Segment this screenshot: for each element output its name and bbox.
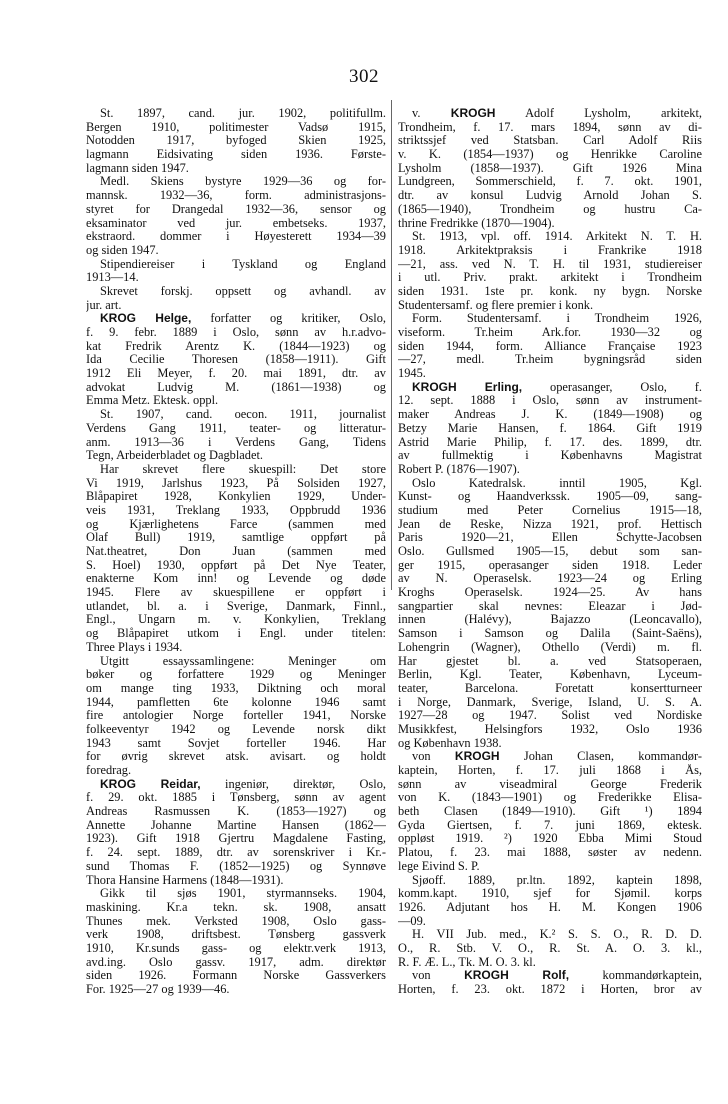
text-line <box>398 600 702 614</box>
text-line <box>86 860 386 874</box>
text-line <box>398 846 702 860</box>
line-text: og Blåpapiret utkom i Engl. under titelen: <box>86 627 386 641</box>
line-text: Oslo. Gullsmed 1905—15, debut som san- <box>398 545 702 558</box>
line-text: Robert P. (1876—1907). <box>398 462 520 476</box>
line-text: (1865—1940), Trondheim og hustru Ca- <box>398 202 702 216</box>
text-line <box>86 832 386 846</box>
text-line <box>86 381 386 395</box>
text-line <box>398 258 702 272</box>
text-line <box>86 504 386 518</box>
text-line <box>86 162 386 176</box>
line-text: sangpartier skal nevnes: Eleazar i Jød- <box>398 599 702 613</box>
text-line <box>398 436 702 450</box>
text-line <box>86 874 386 888</box>
text-line <box>398 189 702 203</box>
line-text: Studentersamf. og flere premier i konk. <box>398 298 594 312</box>
line-text: v. K. (1854—1937) og Henrikke Caroline <box>398 148 702 162</box>
text-line <box>398 490 702 504</box>
line-text: St. 1913, vpl. off. 1914. Arkitekt N. T. H. <box>412 230 702 244</box>
text-line <box>86 559 386 573</box>
line-text: —27, medl. Tr.heim bygningsråd siden <box>398 353 702 367</box>
text-line <box>86 969 386 983</box>
line-prefix: v. <box>412 107 451 120</box>
line-text: siden 1944, form. Alliance Française 1923 <box>398 339 702 353</box>
line-text: anm. 1913—36 i Verdens Gang, Tidens <box>86 435 386 449</box>
text-line <box>86 682 386 696</box>
text-line <box>398 545 702 559</box>
text-line <box>86 148 386 162</box>
line-text: Annette Johanne Martine Hansen (1862— <box>86 818 386 832</box>
text-line <box>86 901 386 915</box>
text-line <box>398 518 702 532</box>
line-text: sund Thomas F. (1852—1925) og Synnøve <box>86 859 386 873</box>
line-text: Verdens Gang 1911, teater- og litteratur- <box>86 421 386 435</box>
text-line <box>86 394 386 408</box>
text-line <box>398 641 702 655</box>
line-text: Vi 1919, Jarlshus 1923, På Solsiden 1927, <box>86 476 386 490</box>
left-column <box>86 107 386 997</box>
line-text: Form. Studentersamf. i Trondheim 1926, <box>412 312 702 326</box>
text-line <box>398 572 702 586</box>
line-text: Platou, f. 23. mai 1888, søster av nedenn. <box>398 846 702 860</box>
line-text: Andreas Rasmussen K. (1853—1927) og <box>86 805 386 819</box>
text-line <box>86 641 386 655</box>
line-text: von K. (1843—1901) og Frederikke Elisa- <box>398 791 702 805</box>
text-line <box>398 312 702 326</box>
line-text: —21, ass. ved N. T. H. til 1931, studiereiser <box>398 257 702 271</box>
text-line <box>398 408 702 422</box>
line-text: Oslo Katedralsk. inntil 1905, Kgl. <box>412 476 702 490</box>
line-text: Tegn, Arbeiderbladet og Dagbladet. <box>86 449 264 463</box>
text-line <box>86 258 386 272</box>
text-line <box>398 860 702 874</box>
text-line <box>86 353 386 367</box>
line-text: —09. <box>398 914 426 928</box>
line-text: striktssjef ved Statsban. Carl Adolf Riis <box>398 134 702 148</box>
line-text: jur. art. <box>86 298 122 312</box>
line-text: H. VII Jub. med., K.² S. S. O., R. D. D. <box>412 928 702 942</box>
text-line <box>86 518 386 532</box>
text-line <box>398 422 702 436</box>
line-text: Gyda Giertsen, f. 7. juni 1869, ektesk. <box>398 818 702 832</box>
text-line <box>398 477 702 491</box>
text-line <box>86 408 386 422</box>
line-text: For. 1925—27 og 1939—46. <box>86 983 230 996</box>
text-line <box>398 217 702 231</box>
text-line <box>398 162 702 176</box>
text-line <box>86 134 386 148</box>
line-text: Berlin, Kgl. Teater, København, Lyceum- <box>398 668 702 682</box>
right-column <box>398 107 702 997</box>
text-line <box>86 175 386 189</box>
text-line <box>398 381 702 395</box>
line-text: 1945. Flere av skuespillene er oppført i <box>86 586 386 600</box>
text-line <box>398 463 702 477</box>
line-text: i utl. Priv. prakt. arkitekt i Trondheim <box>398 271 702 285</box>
text-line <box>86 805 386 819</box>
line-text: 1912 Eli Meyer, f. 20. mai 1891, dtr. av <box>86 367 386 381</box>
text-line <box>86 983 386 997</box>
text-line <box>398 915 702 929</box>
line-text: veis 1931, Treklang 1933, Oppbrudd 1936 <box>86 503 386 517</box>
line-text: S. Hoel) 1930, oppført på Det Nye Teater, <box>86 558 386 572</box>
line-text: Thora Hansine Harmens (1848—1931). <box>86 873 284 887</box>
line-text: thrine Fredrikke (1870—1904). <box>398 216 555 230</box>
line-text: 1913—14. <box>86 271 139 285</box>
line-text: Three Plays i 1934. <box>86 640 183 654</box>
line-text: operasanger, Oslo, f. <box>522 380 702 394</box>
text-line <box>398 901 702 915</box>
line-text: for øvrig skrevet atsk. avisart. og holdt <box>86 750 386 764</box>
line-text: av N. Operaselsk. 1923—24 og Erling <box>398 572 702 586</box>
line-text: ekstraord. dommer i Høyesterett 1934—39 <box>86 230 386 244</box>
text-line <box>398 586 702 600</box>
text-line <box>398 750 702 764</box>
text-line <box>398 340 702 354</box>
line-text: bøker og forfattere 1929 og Meninger <box>86 668 386 682</box>
text-line <box>86 436 386 450</box>
text-line <box>398 175 702 189</box>
text-line <box>86 627 386 641</box>
line-text: Blåpapiret 1928, Konkylien 1929, Under- <box>86 490 386 504</box>
text-line <box>398 709 702 723</box>
text-line <box>86 572 386 586</box>
line-text: Notodden 1917, byfoged Skien 1925, <box>86 134 386 148</box>
line-prefix: von <box>412 969 465 983</box>
text-line <box>398 203 702 217</box>
text-line <box>86 490 386 504</box>
text-line <box>398 230 702 244</box>
text-line <box>86 271 386 285</box>
line-text: siden 1931. 1ste pr. konk. ny bygn. Norske <box>398 284 702 298</box>
line-text: 1918. Arkitektpraksis i Frankrike 1918 <box>398 243 702 257</box>
entry-name: KROGH Erling, <box>412 380 523 394</box>
line-text: maskining. Kr.a tekn. sk. 1908, ansatt <box>86 900 386 914</box>
line-text: Skrevet forskj. oppsett og avhandl. av <box>100 284 386 298</box>
text-line <box>86 531 386 545</box>
text-line <box>398 942 702 956</box>
line-text: Kunst- og Haandverkssk. 1905—09, sang- <box>398 490 702 504</box>
line-text: dtr. av konsul Ludvig Arnold Johan S. <box>398 189 702 203</box>
line-text: Medl. Skiens bystyre 1929—36 og for- <box>100 175 386 189</box>
text-line <box>86 655 386 669</box>
line-text: og Kjærlighetens Farce (sammen med <box>86 517 386 531</box>
line-text: Har skrevet flere skuespill: Det store <box>100 462 386 476</box>
line-text: komm.kapt. 1910, sjef for Sjømil. korps <box>398 887 702 901</box>
line-text: f. 9. febr. 1889 i Oslo, sønn av h.r.advo- <box>86 326 386 339</box>
text-line <box>398 696 702 710</box>
text-line <box>398 737 702 751</box>
text-line <box>86 285 386 299</box>
line-text: studium med Peter Cornelius 1915—18, <box>398 503 702 517</box>
text-line <box>86 723 386 737</box>
line-text: og København 1938. <box>398 736 502 750</box>
text-line <box>86 942 386 956</box>
line-text: teater, Barcelona. Foretatt konsertturneer <box>398 681 702 695</box>
entry-name: KROGH <box>454 750 500 764</box>
text-line <box>398 682 702 696</box>
line-text: Betzy Marie Hansen, f. 1864. Gift 1919 <box>398 421 702 435</box>
text-line <box>398 394 702 408</box>
line-text: Stipendiereiser i Tyskland og England <box>100 257 386 271</box>
text-line <box>86 299 386 313</box>
line-text: sønn av viseadmiral George Frederik <box>398 777 702 791</box>
line-text: styret for Drangedal 1932—36, sensor og <box>86 202 386 216</box>
line-text: innen (Halévy), Bajazzo (Leoncavallo), <box>398 613 702 627</box>
column-divider <box>391 100 392 590</box>
line-text: kaptein, Horten, f. 17. juli 1868 i Ås, <box>398 764 702 777</box>
line-text: Adolf Lysholm, arkitekt, <box>495 107 702 120</box>
text-line <box>398 874 702 888</box>
text-line <box>86 189 386 203</box>
text-line <box>86 928 386 942</box>
text-line <box>398 723 702 737</box>
line-text: Thunes mek. Verksted 1908, Oslo gass- <box>86 914 386 928</box>
text-line <box>86 367 386 381</box>
entry-name: KROG Reidar, <box>100 777 201 791</box>
line-text: Nat.theatret, Don Juan (sammen med <box>86 545 386 558</box>
line-text: ingeniør, direktør, Oslo, <box>200 777 386 791</box>
line-text: forfatter og kritiker, Oslo, <box>191 312 386 326</box>
line-text: siden 1926. Formann Norske Gassverkers <box>86 969 386 983</box>
text-line <box>86 668 386 682</box>
line-text: av fullmektig i Københavns Magistrat <box>398 449 702 463</box>
text-line <box>398 887 702 901</box>
line-text: viseform. Tr.heim Ark.for. 1930—32 og <box>398 326 702 339</box>
line-text: eksaminator ved jur. embetseks. 1937, <box>86 216 386 230</box>
line-text: O., R. Stb. V. O., R. St. A. O. 3. kl., <box>398 941 702 955</box>
line-text: f. 24. sept. 1889, dtr. av sorenskriver i Kr.- <box>86 846 386 860</box>
line-text: Engl., Ungarn m. v. Konkylien, Treklang <box>86 613 386 627</box>
line-text: Sjøoff. 1889, pr.ltn. 1892, kaptein 1898, <box>412 873 702 887</box>
text-line <box>86 477 386 491</box>
text-line <box>398 107 702 121</box>
line-text: lege Eivind S. P. <box>398 859 480 873</box>
text-line <box>398 928 702 942</box>
text-line <box>86 545 386 559</box>
text-line <box>86 791 386 805</box>
entry-name: KROG Helge, <box>100 312 192 326</box>
line-text: Utgitt essayssamlingene: Meninger om <box>100 654 386 668</box>
line-text: verk 1908, driftsbest. Tønsberg gassverk <box>86 928 386 942</box>
line-text: Lundgreen, Sommerschield, f. 7. okt. 1901, <box>398 175 702 189</box>
text-line <box>398 285 702 299</box>
line-text: folkeeventyr 1942 og Levende norsk dikt <box>86 722 386 736</box>
line-text: f. 29. okt. 1885 i Tønsberg, sønn av agent <box>86 791 386 805</box>
line-text: fire antologier Norge forteller 1941, Norske <box>86 709 386 723</box>
text-line <box>86 230 386 244</box>
text-line <box>86 613 386 627</box>
text-line <box>86 217 386 231</box>
text-line <box>398 956 702 970</box>
line-text: Kroghs Operaselsk. 1924—25. Av hans <box>398 586 702 600</box>
text-line <box>398 832 702 846</box>
text-line <box>398 791 702 805</box>
text-line <box>398 244 702 258</box>
text-line <box>86 764 386 778</box>
text-line <box>398 367 702 381</box>
line-text: R. F. Æ. L., Tk. M. O. 3. kl. <box>398 955 536 969</box>
text-line <box>398 353 702 367</box>
entry-name: KROGH Rolf, <box>464 969 570 983</box>
line-text: 1944, pamfletten 6te kolonne 1946 samt <box>86 695 386 709</box>
text-line <box>86 600 386 614</box>
text-line <box>86 887 386 901</box>
text-line <box>86 326 386 340</box>
line-text: St. 1897, cand. jur. 1902, politifullm. <box>100 107 386 120</box>
text-line <box>398 655 702 669</box>
line-text: Gikk til sjøs 1901, styrmannseks. 1904, <box>100 887 386 901</box>
text-line <box>398 449 702 463</box>
line-text: i Norge, Danmark, Sverige, Island, U. S. A. <box>398 695 702 709</box>
line-text: Horten, f. 23. okt. 1872 i Horten, bror av <box>398 983 702 996</box>
line-text: kat Fredrik Arentz K. (1844—1923) og <box>86 339 386 353</box>
line-text: advokat Ludvig M. (1861—1938) og <box>86 380 386 394</box>
line-text: avd.ing. Oslo gassv. 1917, adm. direktør <box>86 955 386 969</box>
text-line <box>398 148 702 162</box>
text-line <box>398 613 702 627</box>
text-line <box>398 764 702 778</box>
line-text: 1943 samt Sovjet forteller 1946. Har <box>86 736 386 750</box>
entry-name: KROGH <box>450 107 496 120</box>
text-line <box>398 134 702 148</box>
line-text: Lohengrin (Wagner), Othello (Verdi) m. fl. <box>398 640 702 654</box>
text-line <box>86 463 386 477</box>
text-line <box>86 778 386 792</box>
page-number: 302 <box>349 66 379 87</box>
text-line <box>398 121 702 135</box>
text-line <box>398 504 702 518</box>
text-line <box>86 737 386 751</box>
text-line <box>86 107 386 121</box>
line-text: lagmann siden 1947. <box>86 161 189 175</box>
text-line <box>86 750 386 764</box>
line-text: mannsk. 1932—36, form. administrasjons- <box>86 189 386 203</box>
line-text: 1910, Kr.sunds gass- og elektr.verk 1913, <box>86 941 386 955</box>
text-line <box>398 819 702 833</box>
line-text: Bergen 1910, politimester Vadsø 1915, <box>86 120 386 134</box>
text-line <box>86 244 386 258</box>
line-text: 1926. Adjutant hos H. M. Kongen 1906 <box>398 900 702 914</box>
line-text: Emma Metz. Ektesk. oppl. <box>86 394 219 408</box>
line-text: Samson i Samson og Dalila (Saint-Saëns), <box>398 627 702 641</box>
text-line <box>398 299 702 313</box>
line-text: St. 1907, cand. oecon. 1911, journalist <box>100 408 386 422</box>
line-text: Ida Cecilie Thoresen (1858—1911). Gift <box>86 353 386 367</box>
text-line <box>86 449 386 463</box>
line-text: utlandet, bl. a. i Sverige, Danmark, Finnl., <box>86 599 386 613</box>
line-text: Har gjestet bl. a. ved Statsoperaen, <box>398 654 702 668</box>
text-line <box>398 969 702 983</box>
text-line <box>398 559 702 573</box>
line-text: Olaf Bull) 1919, samtlige oppført på <box>86 531 386 545</box>
line-text: Paris 1920—21, Ellen Schytte-Jacobsen <box>398 531 702 545</box>
line-text: 1945. <box>398 367 426 381</box>
text-line <box>86 121 386 135</box>
text-line <box>86 956 386 970</box>
line-text: lagmann Eidsivating siden 1936. Første- <box>86 148 386 162</box>
line-text: oppløst 1919. ²) 1920 Ebba Mimi Stoud <box>398 832 702 846</box>
line-text: om mange ting 1933, Diktning och moral <box>86 681 386 695</box>
text-line <box>86 422 386 436</box>
line-text: ger 1915, operasanger siden 1918. Leder <box>398 558 702 572</box>
line-text: foredrag. <box>86 764 132 777</box>
line-text: enakterne Kom inn! og Levende og døde <box>86 572 386 586</box>
line-text: Trondheim, f. 17. mars 1894, sønn av di- <box>398 120 702 134</box>
line-text: Astrid Marie Philip, f. 17. des. 1899, dtr. <box>398 435 702 449</box>
text-line <box>86 340 386 354</box>
text-line <box>86 709 386 723</box>
line-text: maker Andreas J. K. (1849—1908) og <box>398 408 702 422</box>
text-line <box>398 983 702 997</box>
text-line <box>398 326 702 340</box>
line-text: Jean de Reske, Nizza 1921, prof. Hettisch <box>398 517 702 531</box>
line-text: Musikkfest, Helsingfors 1932, Oslo 1936 <box>398 722 702 736</box>
line-text: 1923). Gift 1918 Gjertru Magdalene Fasting, <box>86 832 386 846</box>
text-line <box>86 915 386 929</box>
line-text: kommandørkaptein, <box>569 969 702 983</box>
text-line <box>86 586 386 600</box>
text-line <box>398 668 702 682</box>
text-line <box>398 627 702 641</box>
line-text: 1927—28 og 1947. Solist ved Nordiske <box>398 709 702 723</box>
text-line <box>86 312 386 326</box>
text-line <box>398 805 702 819</box>
line-text: beth Clasen (1849—1910). Gift ¹) 1894 <box>398 805 702 819</box>
text-line <box>86 203 386 217</box>
text-line <box>398 531 702 545</box>
line-text: Johan Clasen, kommandør- <box>499 750 702 764</box>
text-line <box>398 271 702 285</box>
line-text: og siden 1947. <box>86 243 159 257</box>
line-text: 12. sept. 1888 i Oslo, sønn av instrument- <box>398 394 702 408</box>
text-line <box>86 846 386 860</box>
line-text: Lysholm (1858—1937). Gift 1926 Mina <box>398 161 702 175</box>
text-line <box>86 819 386 833</box>
line-prefix: von <box>412 750 455 764</box>
text-line <box>398 778 702 792</box>
text-line <box>86 696 386 710</box>
